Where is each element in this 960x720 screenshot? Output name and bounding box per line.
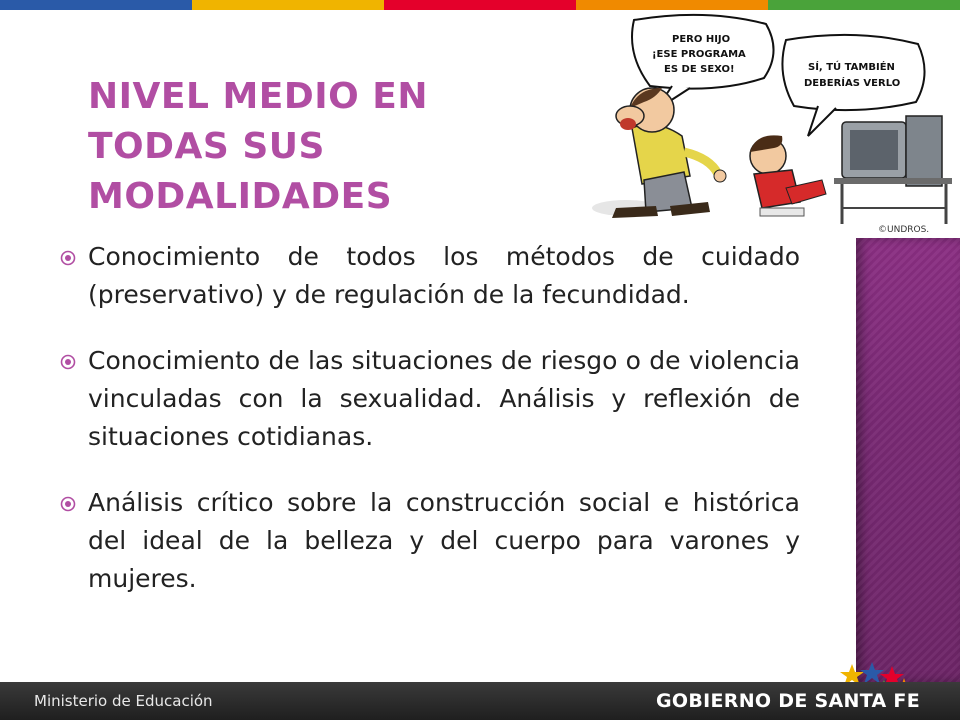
circled-dot-icon <box>60 496 76 512</box>
title-line-3: MODALIDADES <box>88 176 393 217</box>
bullet-item-3 <box>56 484 800 598</box>
strip-red <box>384 0 576 10</box>
top-color-strip <box>0 0 960 10</box>
father-bubble-line-2: ¡ESE PROGRAMA <box>652 49 746 60</box>
father-figure <box>592 88 726 218</box>
ministry-label: Ministerio de Educación <box>34 692 213 710</box>
bullet-text-2: Conocimiento de las situaciones de riesgo o de violencia vinculadas con la sexualidad. Análisis y reflexión de situaciones cotidianas. <box>88 346 800 451</box>
father-bubble-line-3: ES DE SEXO! <box>664 64 735 75</box>
circled-dot-icon <box>60 354 76 370</box>
strip-orange <box>576 0 768 10</box>
bullet-text-1: Conocimiento de todos los métodos de cuidado (preservativo) y de regulación de la fecundidad. <box>88 242 800 309</box>
strip-green <box>768 0 960 10</box>
bullet-list <box>56 238 800 626</box>
slide-title <box>88 72 468 222</box>
son-bubble-line-1: SÍ, TÚ TAMBIÉN <box>808 62 895 73</box>
purple-side-bar <box>856 238 960 682</box>
government-logo-text: GOBIERNO DE SANTA FE <box>656 690 920 712</box>
circled-dot-icon <box>60 250 76 266</box>
footer-bar <box>0 682 960 720</box>
bullet-item-1 <box>56 238 800 314</box>
title-line-1: NIVEL MEDIO EN <box>88 76 428 117</box>
strip-blue <box>0 0 192 10</box>
title-line-2: TODAS SUS <box>88 126 325 167</box>
father-bubble-line-1: PERO HIJO <box>672 34 731 45</box>
son-figure <box>750 135 826 216</box>
son-bubble-line-2: DEBERÍAS VERLO <box>804 78 901 89</box>
computer-illustration <box>834 116 952 224</box>
son-speech-bubble <box>782 35 924 136</box>
strip-yellow <box>192 0 384 10</box>
cartoon-illustration <box>586 12 960 238</box>
bullet-item-2 <box>56 342 800 456</box>
bullet-text-3: Análisis crítico sobre la construcción social e histórica del ideal de la belleza y del cuerpo para varones y mujeres. <box>88 488 800 593</box>
cartoon-signature: ©UNDROS. <box>878 225 930 235</box>
